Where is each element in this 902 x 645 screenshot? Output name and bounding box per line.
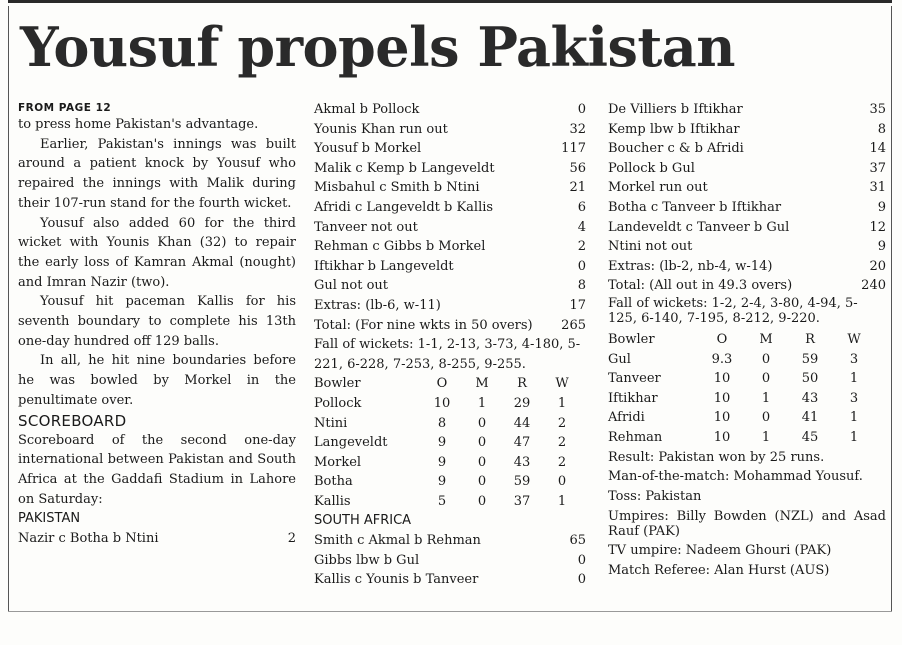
team-heading-south-africa: SOUTH AFRICA xyxy=(314,513,412,529)
bowler-name: Langeveldt xyxy=(314,435,388,451)
batsman-dismissal: Tanveer not out xyxy=(314,219,418,235)
pak-bowling-table xyxy=(608,330,886,448)
bowling-figure: 29 xyxy=(513,395,531,411)
batsman-runs: 2 xyxy=(577,239,586,255)
column-2 xyxy=(314,100,586,590)
batting-row xyxy=(314,531,586,551)
bowling-figure: 0 xyxy=(477,454,487,470)
bowler-name: Ntini xyxy=(314,415,348,431)
batsman-dismissal: Gul not out xyxy=(314,278,389,294)
batting-row xyxy=(314,276,586,296)
extras-label: Extras: (lb-2, nb-4, w-14) xyxy=(608,258,773,274)
batsman-runs: 37 xyxy=(869,160,886,176)
bowling-figure: 2 xyxy=(557,435,567,451)
bowling-figure: 0 xyxy=(477,493,487,509)
bowling-figure: 0 xyxy=(477,415,487,431)
bowler-name: Morkel xyxy=(314,454,362,470)
batsman-runs: 0 xyxy=(577,102,586,117)
bowling-figure: 10 xyxy=(713,410,731,426)
bowler-name: Gul xyxy=(608,351,631,367)
bowling-figure: 9.3 xyxy=(711,351,733,367)
batsman-runs: 65 xyxy=(569,533,586,549)
bowling-figure: 1 xyxy=(761,390,771,406)
bowler-name: Iftikhar xyxy=(608,390,658,406)
fall-of-wickets: Fall of wickets: 1-2, 2-4, 3-80, 4-94, 5-125, 6-140, 7-195, 8-212, 9-220. xyxy=(608,295,858,326)
continued-from-kicker: FROM PAGE 12 xyxy=(18,102,112,114)
batting-row xyxy=(314,139,586,159)
bowling-figure: 0 xyxy=(477,435,487,451)
extras-value: 17 xyxy=(569,297,586,313)
bowling-column-header: Bowler xyxy=(314,376,361,392)
bowling-column-header: M xyxy=(475,376,489,392)
batsman-runs: 9 xyxy=(877,199,886,215)
batsman-runs: 2 xyxy=(287,530,296,546)
batsman-dismissal: Iftikhar b Langeveldt xyxy=(314,258,454,274)
batsman-dismissal: Malik c Kemp b Langeveldt xyxy=(314,160,495,176)
batsman-dismissal: Boucher c & b Afridi xyxy=(608,141,744,157)
batsman-dismissal: Morkel run out xyxy=(608,180,708,196)
batting-row xyxy=(314,218,586,238)
story-paragraph: Yousuf also added 60 for the third wicket with Younis Khan (32) to repair the early loss of Kamran Akmal (nought) and Imran Nazir (two). xyxy=(18,215,296,290)
sa-batting-list-part2 xyxy=(608,100,886,257)
batsman-dismissal: Gibbs lbw b Gul xyxy=(314,552,420,568)
extras-row xyxy=(314,296,586,316)
total-row xyxy=(608,276,886,296)
batsman-runs: 21 xyxy=(569,180,586,196)
bowling-row xyxy=(608,389,886,409)
batsman-runs: 4 xyxy=(577,219,586,235)
bowling-figure: 3 xyxy=(849,390,859,406)
tv-umpire: TV umpire: Nadeem Ghouri (PAK) xyxy=(608,543,832,559)
batsman-dismissal: Kallis c Younis b Tanveer xyxy=(314,572,479,588)
bowling-figure: 41 xyxy=(801,410,819,426)
batsman-runs: 35 xyxy=(869,102,886,117)
bowling-row xyxy=(608,428,886,448)
column-1 xyxy=(18,100,296,549)
bowling-figure: 1 xyxy=(849,410,859,426)
story-continuation: to press home Pakistan's advantage. xyxy=(18,117,259,132)
batting-row xyxy=(608,178,886,198)
batting-row xyxy=(314,551,586,571)
bowling-figure: 5 xyxy=(437,493,447,509)
bowler-name: Botha xyxy=(314,474,353,490)
batsman-dismissal: Smith c Akmal b Rehman xyxy=(314,533,481,549)
total-value: 240 xyxy=(861,278,886,294)
batting-row xyxy=(314,100,586,120)
batting-row xyxy=(608,237,886,257)
bowling-column-header: R xyxy=(805,331,815,347)
bowler-name: Tanveer xyxy=(608,371,661,387)
bowling-header-row xyxy=(608,330,886,350)
bowling-figure: 0 xyxy=(557,474,567,490)
story-paragraph: Yousuf hit paceman Kallis for his seventh boundary to complete his 13th one-day hundred off 129 balls. xyxy=(18,294,296,349)
bowling-row xyxy=(314,394,586,414)
bowling-figure: 0 xyxy=(477,474,487,490)
bowling-figure: 2 xyxy=(557,415,567,431)
bowling-figure: 50 xyxy=(801,371,819,387)
bowling-row xyxy=(314,414,586,434)
batsman-runs: 8 xyxy=(577,278,586,294)
bowling-column-header: M xyxy=(759,331,773,347)
match-referee: Match Referee: Alan Hurst (AUS) xyxy=(608,562,830,578)
bowling-figure: 43 xyxy=(801,390,819,406)
bowling-column-header: W xyxy=(847,331,861,347)
bowler-name: Kallis xyxy=(314,493,351,509)
total-label: Total: (All out in 49.3 overs) xyxy=(608,278,793,294)
bowling-figure: 0 xyxy=(761,410,771,426)
batting-row xyxy=(608,198,886,218)
bowling-figure: 10 xyxy=(713,390,731,406)
bowler-name: Pollock xyxy=(314,395,362,411)
batting-row xyxy=(314,178,586,198)
bowling-figure: 1 xyxy=(557,493,567,509)
extras-label: Extras: (lb-6, w-11) xyxy=(314,297,441,313)
toss: Toss: Pakistan xyxy=(608,488,702,504)
column-3 xyxy=(608,100,886,580)
batsman-runs: 0 xyxy=(577,572,586,588)
story-paragraph: In all, he hit nine boundaries before he was bowled by Morkel in the penultimate over. xyxy=(18,353,296,408)
team-heading-pakistan: PAKISTAN xyxy=(18,511,81,527)
batsman-dismissal: De Villiers b Iftikhar xyxy=(608,102,743,117)
bowling-row xyxy=(314,433,586,453)
bowling-column-header: O xyxy=(436,376,448,392)
bowling-figure: 1 xyxy=(849,429,859,445)
bowling-figure: 44 xyxy=(513,415,531,431)
batting-row xyxy=(608,218,886,238)
bottom-rule xyxy=(8,611,892,612)
bowling-figure: 59 xyxy=(801,351,819,367)
batsman-runs: 0 xyxy=(577,552,586,568)
bowler-name: Afridi xyxy=(608,410,645,426)
batting-row xyxy=(314,120,586,140)
batsman-dismissal: Yousuf b Morkel xyxy=(314,141,422,157)
bowling-row xyxy=(314,472,586,492)
bowling-row xyxy=(608,350,886,370)
bowling-figure: 8 xyxy=(437,415,447,431)
bowling-figure: 10 xyxy=(713,429,731,445)
bowling-figure: 45 xyxy=(801,429,819,445)
batsman-dismissal: Misbahul c Smith b Ntini xyxy=(314,180,480,196)
extras-value: 20 xyxy=(869,258,886,274)
top-rule xyxy=(8,0,892,3)
sa-bowling-table xyxy=(314,374,586,511)
bowling-figure: 1 xyxy=(557,395,567,411)
total-label: Total: (For nine wkts in 50 overs) xyxy=(314,317,533,333)
bowling-figure: 10 xyxy=(433,395,451,411)
batting-row xyxy=(18,529,296,549)
bowling-figure: 1 xyxy=(761,429,771,445)
batting-row xyxy=(608,100,886,120)
batting-row xyxy=(608,159,886,179)
bowling-figure: 1 xyxy=(477,395,487,411)
bowling-row xyxy=(608,408,886,428)
headline: Yousuf propels Pakistan xyxy=(20,15,736,79)
bowling-column-header: W xyxy=(555,376,569,392)
total-row xyxy=(314,316,586,336)
pakistan-batting-list xyxy=(314,100,586,296)
sa-batting-list-part1 xyxy=(314,531,586,590)
bowling-column-header: R xyxy=(517,376,527,392)
bowling-figure: 9 xyxy=(437,454,447,470)
batting-row xyxy=(314,237,586,257)
bowling-figure: 10 xyxy=(713,371,731,387)
batting-row xyxy=(314,198,586,218)
batsman-runs: 0 xyxy=(577,258,586,274)
bowling-figure: 59 xyxy=(513,474,531,490)
bowling-row xyxy=(608,369,886,389)
batsman-runs: 32 xyxy=(569,121,586,137)
batting-row xyxy=(314,257,586,277)
batsman-runs: 6 xyxy=(577,199,586,215)
batsman-runs: 56 xyxy=(569,160,586,176)
bowling-figure: 47 xyxy=(513,435,531,451)
batsman-runs: 8 xyxy=(877,121,886,137)
extras-row xyxy=(608,257,886,277)
story-paragraph: Earlier, Pakistan's innings was built around a patient knock by Yousuf who repaired the innings with Malik during their 107-run stand for the fourth wicket. xyxy=(18,136,296,211)
bowling-column-header: Bowler xyxy=(608,331,655,347)
batting-row xyxy=(314,570,586,590)
batsman-runs: 117 xyxy=(561,141,586,157)
batsman-runs: 14 xyxy=(869,141,886,157)
batsman-dismissal: Afridi c Langeveldt b Kallis xyxy=(314,199,494,215)
bowling-figure: 0 xyxy=(761,371,771,387)
bowling-row xyxy=(314,492,586,512)
batsman-dismissal: Pollock b Gul xyxy=(608,160,695,176)
batsman-runs: 12 xyxy=(869,219,886,235)
bowling-figure: 43 xyxy=(513,454,531,470)
bowling-header-row xyxy=(314,374,586,394)
bowling-figure: 0 xyxy=(761,351,771,367)
scoreboard-heading: SCOREBOARD xyxy=(18,411,127,430)
bowling-figure: 9 xyxy=(437,474,447,490)
batsman-dismissal: Botha c Tanveer b Iftikhar xyxy=(608,199,782,215)
bowling-row xyxy=(314,453,586,473)
batsman-runs: 31 xyxy=(869,180,886,196)
scoreboard-intro: Scoreboard of the second one-day international between Pakistan and South Africa at the Gaddafi Stadium in Lahore on Saturday: xyxy=(18,432,296,507)
batting-row xyxy=(314,159,586,179)
batsman-dismissal: Nazir c Botha b Ntini xyxy=(18,530,159,546)
batting-row xyxy=(608,120,886,140)
bowling-figure: 1 xyxy=(849,371,859,387)
total-value: 265 xyxy=(561,317,586,333)
batsman-dismissal: Rehman c Gibbs b Morkel xyxy=(314,239,486,255)
fall-of-wickets: Fall of wickets: 1-1, 2-13, 3-73, 4-180, 5-221, 6-228, 7-253, 8-255, 9-255. xyxy=(314,337,581,372)
bowling-figure: 9 xyxy=(437,435,447,451)
bowler-name: Rehman xyxy=(608,429,663,445)
batsman-dismissal: Kemp lbw b Iftikhar xyxy=(608,121,740,137)
man-of-the-match: Man-of-the-match: Mohammad Yousuf. xyxy=(608,469,863,485)
bowling-figure: 37 xyxy=(513,493,531,509)
match-result: Result: Pakistan won by 25 runs. xyxy=(608,449,825,465)
batsman-runs: 9 xyxy=(877,239,886,255)
batsman-dismissal: Younis Khan run out xyxy=(314,121,448,137)
batsman-dismissal: Ntini not out xyxy=(608,239,693,255)
batsman-dismissal: Akmal b Pollock xyxy=(314,102,420,117)
bowling-figure: 2 xyxy=(557,454,567,470)
batsman-dismissal: Landeveldt c Tanveer b Gul xyxy=(608,219,790,235)
umpires: Umpires: Billy Bowden (NZL) and Asad Rauf (PAK) xyxy=(608,509,886,540)
bowling-column-header: O xyxy=(716,331,728,347)
batting-row xyxy=(608,139,886,159)
bowling-figure: 3 xyxy=(849,351,859,367)
